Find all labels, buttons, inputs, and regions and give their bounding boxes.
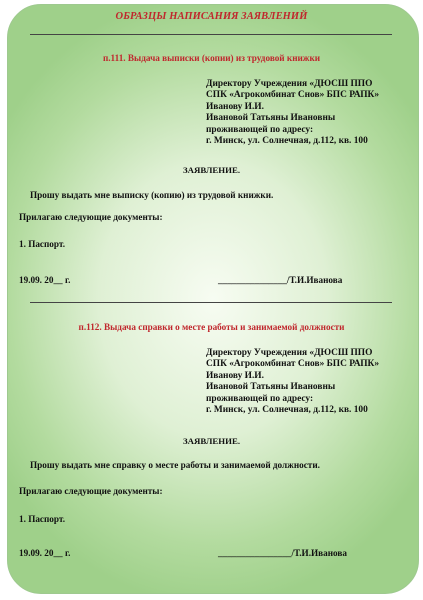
addressee-line: Ивановой Татьяны Ивановны [206, 113, 336, 124]
addressee-line: проживающей по адресу: [206, 124, 314, 135]
signature-111: _______________/Т.И.Иванова [218, 275, 343, 285]
addressee-line: Директору Учреждения «ДЮСШ ППО [206, 348, 373, 358]
date-112: 19.09. 20__ г. [19, 548, 71, 558]
statement-title-112: ЗАЯВЛЕНИЕ. [182, 436, 241, 446]
signature-112: ________________/Т.И.Иванова [218, 548, 347, 558]
addressee-line: г. Минск, ул. Солнечная, д.112, кв. 100 [206, 136, 368, 147]
attachments-label-111: Прилагаю следующие документы: [19, 212, 163, 222]
statement-body-111: Прошу выдать мне выписку (копию) из трудовой книжки. [30, 190, 274, 200]
addressee-line: СПК «Агрокомбинат Снов» БПС РАПК» [206, 359, 380, 370]
section-heading-112: п.112. Выдача справки о месте работы и занимаемой должности [78, 322, 345, 332]
addressee-line: г. Минск, ул. Солнечная, д.112, кв. 100 [206, 405, 368, 416]
statement-title-111: ЗАЯВЛЕНИЕ. [182, 165, 241, 175]
addressee-line: СПК «Агрокомбинат Снов» БПС РАПК» [206, 90, 380, 101]
attachments-label-112: Прилагаю следующие документы: [19, 486, 163, 496]
title-divider [30, 34, 392, 35]
addressee-line: Иванову И.И. [206, 101, 264, 112]
addressee-block-112 [206, 348, 411, 416]
statement-body-112: Прошу выдать мне справку о месте работы и занимаемой должности. [30, 460, 320, 470]
date-111: 19.09. 20__ г. [19, 275, 71, 285]
attachment-item-111: 1. Паспорт. [19, 239, 65, 249]
section-heading-111: п.111. Выдача выписки (копии) из трудовой книжки [102, 53, 321, 63]
attachment-item-112: 1. Паспорт. [19, 514, 65, 524]
page-title: ОБРАЗЦЫ НАПИСАНИЯ ЗАЯВЛЕНИЙ [115, 11, 308, 22]
addressee-line: Иванову И.И. [206, 370, 264, 381]
section-divider [30, 302, 392, 303]
addressee-line: проживающей по адресу: [206, 393, 314, 404]
addressee-line: Директору Учреждения «ДЮСШ ППО [206, 79, 373, 89]
addressee-block-111 [206, 79, 411, 147]
addressee-line: Ивановой Татьяны Ивановны [206, 382, 336, 393]
